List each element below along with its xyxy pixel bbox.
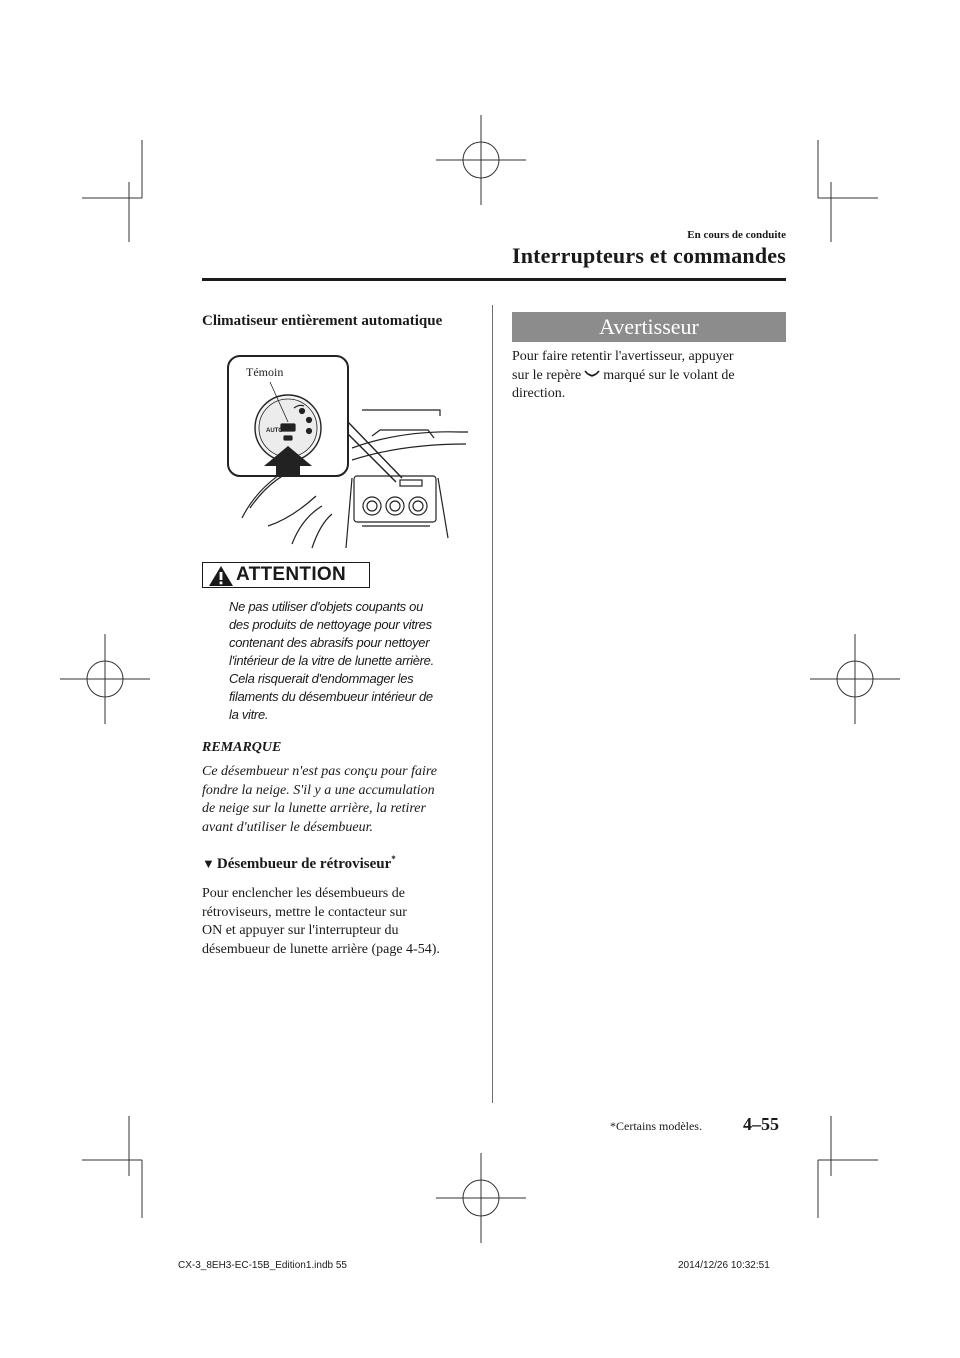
remarque-line: avant d'utiliser le désembueur. [202, 819, 373, 835]
attention-line: l'intérieur de la vitre de lunette arrière. [229, 653, 434, 668]
attention-label: ATTENTION [236, 564, 347, 585]
header-section: En cours de conduite [687, 229, 786, 241]
attention-line: contenant des abrasifs pour nettoyer [229, 635, 430, 650]
indicator-label: Témoin [246, 365, 284, 379]
page-title: Interrupteurs et commandes [511, 243, 786, 268]
column-divider [492, 305, 493, 1103]
body-line-with-icon [512, 367, 786, 386]
body-line: ON et appuyer sur l'interrupteur du [202, 923, 399, 939]
remarque-line: fondre la neige. S'il y a une accumulation [202, 782, 435, 798]
attention-line: Cela risquerait d'endommager les [229, 671, 414, 686]
subsection-marker: ▼ [202, 856, 215, 871]
body-line: Pour faire retentir l'avertisseur, appuyer [512, 349, 734, 364]
remarque-line: Ce désembueur n'est pas conçu pour faire [202, 764, 437, 779]
attention-text [229, 598, 475, 724]
attention-line: des produits de nettoyage pour vitres [229, 617, 432, 632]
subsection-heading [202, 854, 396, 873]
climate-control-illustration [202, 348, 476, 552]
imprint-timestamp: 2014/12/26 10:32:51 [678, 1260, 770, 1271]
body-text-retroviseur [202, 885, 484, 959]
subsection-title: Désembueur de rétroviseur [216, 856, 392, 872]
body-line: direction. [512, 386, 566, 402]
body-fragment: marqué sur le volant de [603, 367, 735, 383]
body-fragment: sur le repère [512, 367, 582, 383]
section-heading-climatiseur: Climatiseur entièrement automatique [202, 313, 443, 329]
body-line: désembueur de lunette arrière (page 4-54). [202, 941, 440, 957]
header-rule [202, 278, 786, 281]
attention-line: filaments du désembueur intérieur de [229, 689, 433, 704]
remarque-line: de neige sur la lunette arrière, la retirer [202, 801, 426, 817]
attention-line: la vitre. [229, 707, 269, 722]
horn-icon [584, 370, 600, 380]
body-line: rétroviseurs, mettre le contacteur sur [202, 904, 407, 920]
body-line: Pour enclencher les désembueurs de [202, 886, 405, 901]
imprint-file: CX-3_8EH3-EC-15B_Edition1.indb 55 [178, 1260, 347, 1271]
footnote-certains-modeles: *Certains modèles. [610, 1119, 702, 1133]
remarque-text [202, 763, 478, 837]
attention-line: Ne pas utiliser d'objets coupants ou [229, 599, 424, 614]
warning-triangle-icon [208, 565, 234, 587]
section-title-avertisseur: Avertisseur [512, 312, 786, 342]
attention-box [202, 562, 370, 588]
asterisk-marker: * [391, 854, 396, 864]
page-number: 4–55 [743, 1114, 779, 1134]
remarque-title: REMARQUE [202, 740, 282, 755]
body-text-avertisseur [512, 348, 786, 404]
auto-label: AUTO [266, 428, 283, 434]
